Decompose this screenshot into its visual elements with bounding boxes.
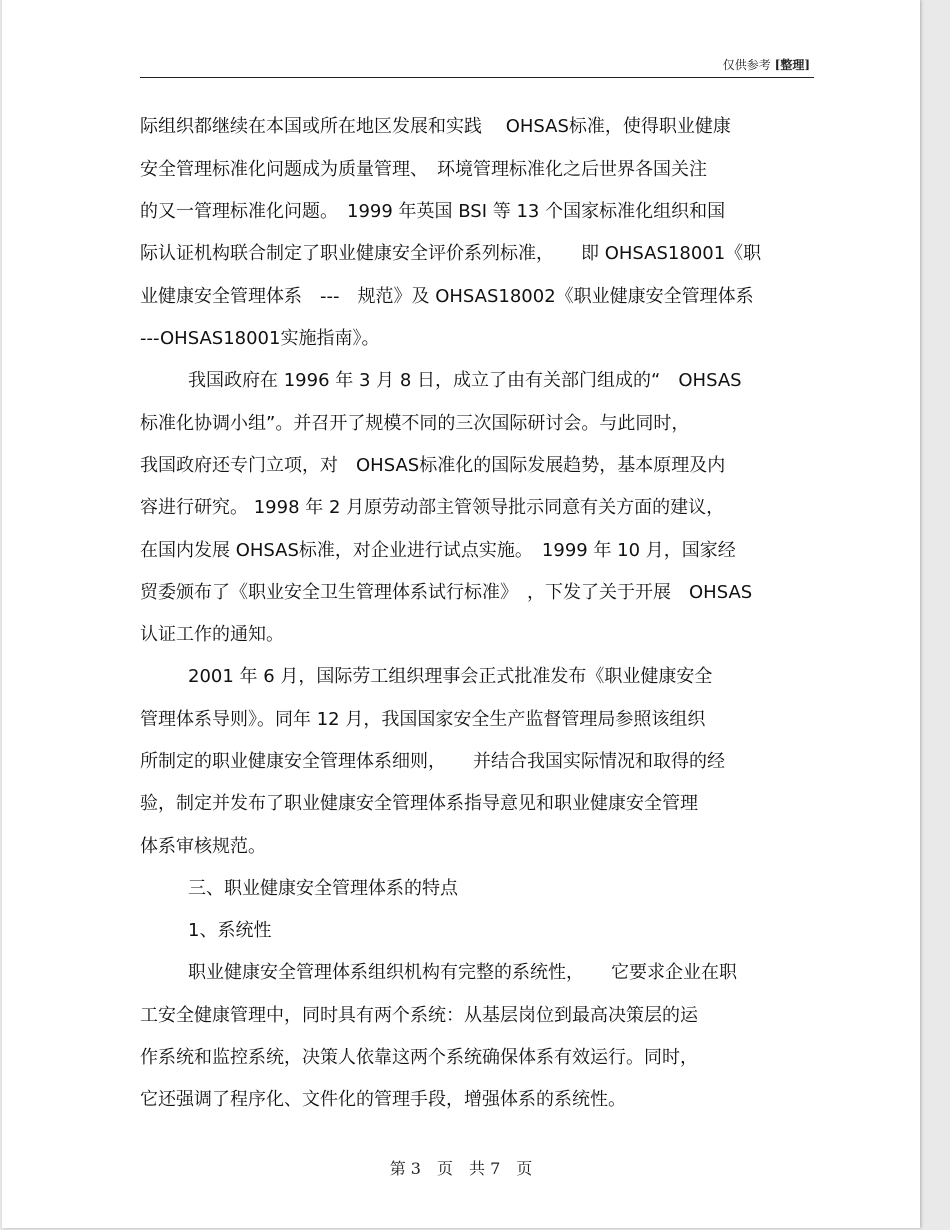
body-line: 安全管理标准化问题成为质量管理、 环境管理标准化之后世界各国关注 <box>140 159 707 180</box>
header-tag: [整理] <box>774 58 810 72</box>
body-line: 认证工作的通知。 <box>140 624 284 645</box>
body-line: 在国内发展 OHSAS标准，对企业进行试点实施。 1999 年 10 月，国家经 <box>140 540 736 561</box>
paragraph-start-line: 2001 年 6 月，国际劳工组织理事会正式批准发布《职业健康安全 <box>188 666 713 687</box>
body-line: 管理体系导则》。同年 12 月，我国国家安全生产监督管理局参照该组织 <box>140 709 706 730</box>
body-line: 业健康安全管理体系 --- 规范》及 OHSAS18002《职业健康安全管理体系 <box>140 286 754 307</box>
body-line: 我国政府还专门立项，对 OHSAS标准化的国际发展趋势，基本原理及内 <box>140 455 726 476</box>
body-line: ---OHSAS18001实施指南》。 <box>140 328 380 349</box>
paragraph-start-line: 职业健康安全管理体系组织机构有完整的系统性， 它要求企业在职 <box>188 962 737 983</box>
page-footer: 第 3 页 共 7 页 <box>389 1159 533 1178</box>
header-divider <box>140 77 814 78</box>
section-heading: 三、职业健康安全管理体系的特点 <box>188 878 458 899</box>
paragraph-start-line: 我国政府在 1996 年 3 月 8 日，成立了由有关部门组成的“ OHSAS <box>188 370 742 391</box>
subsection-heading: 1、系统性 <box>188 920 272 941</box>
document-page <box>2 0 920 1228</box>
body-line: 容进行研究。 1998 年 2 月原劳动部主管领导批示同意有关方面的建议， <box>140 497 725 518</box>
page-header <box>723 56 810 73</box>
body-line: 所制定的职业健康安全管理体系细则， 并结合我国实际情况和取得的经 <box>140 751 725 772</box>
body-line: 贸委颁布了《职业安全卫生管理体系试行标准》 ，下发了关于开展 OHSAS <box>140 582 753 603</box>
header-reference-label: 仅供参考 <box>722 58 771 72</box>
body-line: 的又一管理标准化问题。 1999 年英国 BSI 等 13 个国家标准化组织和国 <box>140 201 726 222</box>
body-line: 作系统和监控系统，决策人依靠这两个系统确保体系有效运行。同时， <box>140 1047 698 1068</box>
body-line: 验，制定并发布了职业健康安全管理体系指导意见和职业健康安全管理 <box>140 793 698 814</box>
body-line: 工安全健康管理中，同时具有两个系统：从基层岗位到最高决策层的运 <box>140 1005 698 1026</box>
body-line: 标准化协调小组”。并召开了规模不同的三次国际研讨会。与此同时， <box>140 413 690 434</box>
body-line: 体系审核规范。 <box>140 836 266 857</box>
body-line: 它还强调了程序化、文件化的管理手段，增强体系的系统性。 <box>140 1089 626 1110</box>
body-line: 际组织都继续在本国或所在地区发展和实践 OHSAS标准，使得职业健康 <box>140 116 731 137</box>
body-line: 际认证机构联合制定了职业健康安全评价系列标准， 即 OHSAS18001《职 <box>140 243 762 264</box>
